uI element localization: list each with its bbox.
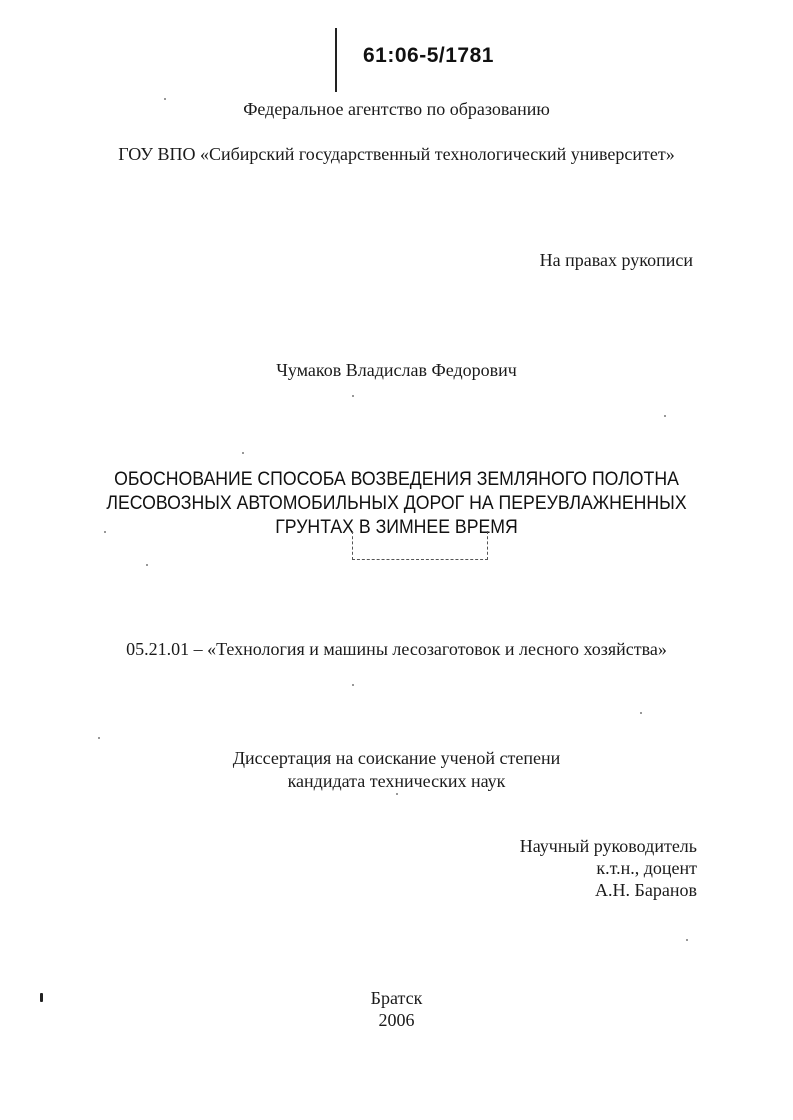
title-line-2: ЛЕСОВОЗНЫХ АВТОМОБИЛЬНЫХ ДОРОГ НА ПЕРЕУВЛАЖНЕННЫХ xyxy=(106,493,687,514)
scan-speck xyxy=(640,712,642,714)
dissertation-degree-line-2: кандидата технических наук xyxy=(287,771,506,791)
dashed-scan-box xyxy=(352,531,488,560)
specialty-code: 05.21.01 – «Технология и машины лесозаготовок и лесного хозяйства» xyxy=(126,639,667,659)
supervisor-name: А.Н. Баранов xyxy=(595,880,697,900)
stamp-divider-line xyxy=(335,28,337,92)
agency-name: Федеральное агентство по образованию xyxy=(243,99,550,119)
scan-speck xyxy=(396,793,398,795)
dissertation-title xyxy=(84,468,710,540)
title-line-3: ГРУНТАХ В ЗИМНЕЕ ВРЕМЯ xyxy=(275,517,518,538)
supervisor-degree: к.т.н., доцент xyxy=(596,858,697,878)
scan-speck xyxy=(104,531,106,533)
supervisor-role: Научный руководитель xyxy=(519,836,697,856)
scan-speck xyxy=(242,452,244,454)
scan-speck xyxy=(352,684,354,686)
archive-stamp-code: 61:06-5/1781 xyxy=(363,44,494,67)
scan-speck xyxy=(686,939,688,941)
scan-speck xyxy=(146,564,148,566)
university-name: ГОУ ВПО «Сибирский государственный технологический университет» xyxy=(118,144,675,164)
scan-speck xyxy=(98,737,100,739)
city: Братск xyxy=(370,988,423,1008)
dissertation-degree-line-1: Диссертация на соискание ученой степени xyxy=(232,748,561,768)
manuscript-note: На правах рукописи xyxy=(539,250,693,270)
scan-speck xyxy=(664,415,666,417)
scan-speck xyxy=(164,98,166,100)
scan-mark xyxy=(40,993,43,1002)
year: 2006 xyxy=(378,1010,415,1030)
scan-speck xyxy=(352,395,354,397)
author-name: Чумаков Владислав Федорович xyxy=(276,360,517,380)
title-line-1: ОБОСНОВАНИЕ СПОСОБА ВОЗВЕДЕНИЯ ЗЕМЛЯНОГО ПОЛОТНА xyxy=(114,469,679,490)
